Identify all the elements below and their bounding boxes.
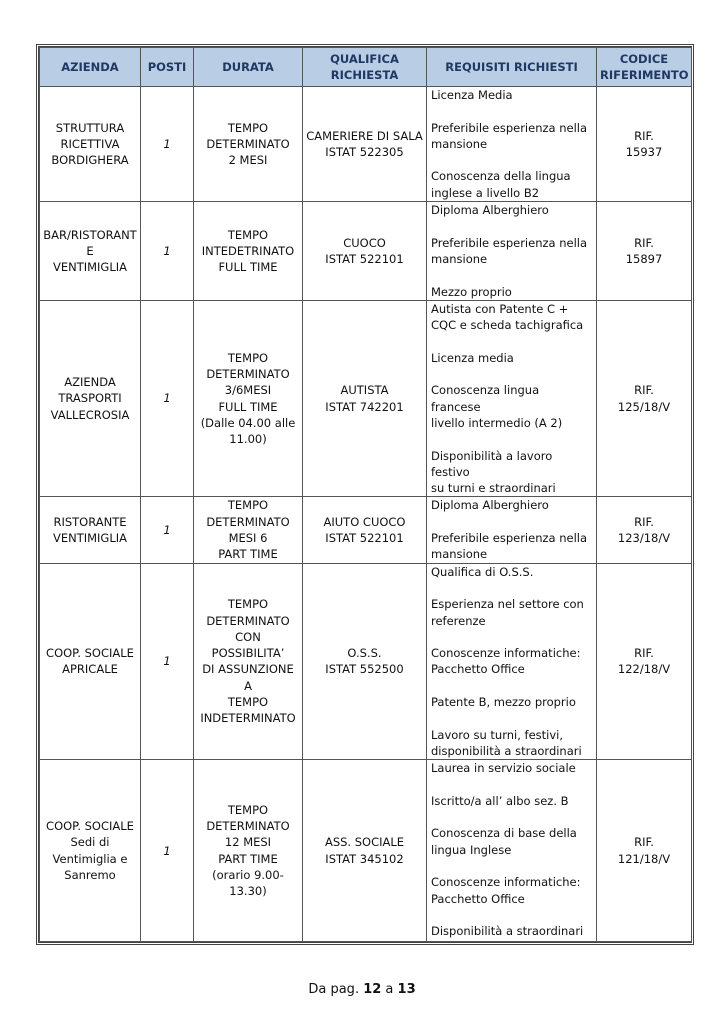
cell-requisiti-line: inglese a livello B2 xyxy=(431,185,540,200)
cell-qualifica xyxy=(303,563,427,760)
cell-requisiti-line: Lavoro su turni, festivi, xyxy=(431,727,563,742)
job-offers-table-frame xyxy=(36,44,694,945)
table-row xyxy=(40,563,692,760)
table-row xyxy=(40,760,692,942)
cell-requisiti-line: Diploma Alberghiero xyxy=(431,498,549,513)
cell-requisiti-line: Laurea in servizio sociale xyxy=(431,761,576,776)
cell-requisiti-line xyxy=(431,907,592,923)
cell-durata xyxy=(194,760,303,942)
cell-requisiti-line: Preferibile esperienza nella xyxy=(431,235,588,250)
cell-codice xyxy=(597,760,692,942)
cell-durata-line: DETERMINATO xyxy=(206,367,290,382)
cell-azienda-line: VENTIMIGLIA xyxy=(52,531,128,546)
cell-requisiti-line xyxy=(431,858,592,874)
cell-azienda-line: Sedi di xyxy=(70,835,110,850)
cell-qualifica-line: AIUTO CUOCO xyxy=(323,514,406,529)
cell-requisiti-line: Preferibile esperienza nella xyxy=(431,531,588,546)
cell-durata-line: TEMPO xyxy=(227,350,269,365)
cell-durata xyxy=(194,497,303,563)
cell-durata-line: DETERMINATO xyxy=(206,514,290,529)
cell-requisiti-line xyxy=(431,218,592,234)
cell-azienda-line: STRUTTURA xyxy=(55,120,125,135)
cell-posti: 1 xyxy=(141,760,194,942)
cell-requisiti-line: Diploma Alberghiero xyxy=(431,203,549,218)
cell-durata-line: TEMPO xyxy=(227,802,269,817)
cell-durata-line: MESI 6 xyxy=(228,531,268,546)
cell-durata-line: DETERMINATO xyxy=(206,819,290,834)
header-qualifica: QUALIFICA RICHIESTA xyxy=(303,48,427,87)
cell-durata-line: 2 MESI xyxy=(228,153,268,168)
cell-requisiti-line: su turni e straordinari xyxy=(431,481,556,496)
table-row xyxy=(40,87,692,202)
cell-azienda-line: RICETTIVA xyxy=(60,136,120,151)
cell-codice-line: RIF. xyxy=(634,835,654,850)
cell-durata-line: DI ASSUNZIONE A xyxy=(202,662,294,693)
cell-requisiti-line: Disponibilità a lavoro festivo xyxy=(431,448,553,479)
cell-durata-line: TEMPO xyxy=(227,694,269,709)
cell-requisiti-line xyxy=(431,580,592,596)
cell-posti: 1 xyxy=(141,202,194,301)
cell-requisiti-line: Preferibile esperienza nella xyxy=(431,120,588,135)
cell-azienda-line: VALLECROSIA xyxy=(50,407,130,422)
cell-durata-line: DETERMINATO xyxy=(206,613,290,628)
cell-requisiti-line xyxy=(431,431,592,447)
cell-codice-line: 125/18/V xyxy=(617,399,671,414)
cell-requisiti xyxy=(427,563,597,760)
cell-qualifica xyxy=(303,87,427,202)
cell-requisiti-line: Conoscenza lingua francese xyxy=(431,383,540,414)
cell-requisiti-line: Pacchetto Office xyxy=(431,891,525,906)
cell-qualifica xyxy=(303,497,427,563)
footer-total: 13 xyxy=(397,982,416,997)
cell-codice xyxy=(597,497,692,563)
cell-requisiti-line: mansione xyxy=(431,547,488,562)
cell-requisiti xyxy=(427,497,597,563)
cell-posti: 1 xyxy=(141,497,194,563)
header-posti: POSTI xyxy=(141,48,194,87)
cell-durata-line: TEMPO xyxy=(227,120,269,135)
cell-qualifica-line: ISTAT 522305 xyxy=(325,145,404,160)
cell-azienda-line: TRASPORTI xyxy=(58,391,122,406)
cell-azienda xyxy=(40,497,141,563)
footer-page: 12 xyxy=(363,982,382,997)
cell-requisiti-line xyxy=(431,103,592,119)
cell-requisiti-line: livello intermedio (A 2) xyxy=(431,415,563,430)
cell-requisiti-line: Conoscenze informatiche: xyxy=(431,646,581,661)
cell-durata xyxy=(194,87,303,202)
cell-azienda-line: APRICALE xyxy=(62,662,118,677)
cell-requisiti-line: disponibilità a straordinari xyxy=(431,743,582,758)
cell-requisiti-line xyxy=(431,514,592,530)
cell-azienda xyxy=(40,760,141,942)
cell-requisiti-line xyxy=(431,629,592,645)
cell-durata-line: TEMPO xyxy=(227,498,269,513)
cell-requisiti-line xyxy=(431,152,592,168)
cell-azienda-line: COOP. SOCIALE xyxy=(46,646,134,661)
cell-qualifica-line: ASS. SOCIALE xyxy=(324,835,405,850)
header-durata: DURATA xyxy=(194,48,303,87)
cell-azienda-line: BAR/RISTORANT xyxy=(43,227,137,242)
cell-requisiti-line: Disponibilità a straordinari xyxy=(431,924,584,939)
cell-qualifica-line: ISTAT 522101 xyxy=(325,251,404,266)
cell-durata-line: INTEDETRINATO xyxy=(201,243,295,258)
table-row xyxy=(40,497,692,563)
cell-requisiti-line: Conoscenza della lingua xyxy=(431,169,571,184)
cell-requisiti-line: mansione xyxy=(431,251,488,266)
cell-durata-line: DETERMINATO xyxy=(206,136,290,151)
cell-durata-line: FULL TIME xyxy=(218,260,278,275)
cell-azienda xyxy=(40,300,141,497)
cell-azienda xyxy=(40,87,141,202)
cell-qualifica-line: CAMERIERE DI SALA xyxy=(306,128,423,143)
cell-codice-line: 122/18/V xyxy=(617,662,671,677)
cell-qualifica xyxy=(303,760,427,942)
cell-requisiti xyxy=(427,760,597,942)
cell-codice-line: RIF. xyxy=(634,646,654,661)
cell-codice-line: RIF. xyxy=(634,514,654,529)
cell-requisiti xyxy=(427,202,597,301)
cell-qualifica xyxy=(303,202,427,301)
cell-durata-line: (orario 9.00- xyxy=(212,867,284,882)
cell-durata-line: TEMPO xyxy=(227,227,269,242)
cell-requisiti-line: mansione xyxy=(431,136,488,151)
cell-durata-line: 11.00) xyxy=(229,432,267,447)
cell-azienda-line: AZIENDA xyxy=(64,375,116,390)
header-row xyxy=(40,48,692,87)
cell-requisiti-line: Pacchetto Office xyxy=(431,662,525,677)
cell-requisiti-line: Iscritto/a all’ albo sez. B xyxy=(431,793,569,808)
cell-requisiti-line xyxy=(431,366,592,382)
cell-azienda xyxy=(40,563,141,760)
cell-requisiti xyxy=(427,300,597,497)
cell-posti: 1 xyxy=(141,87,194,202)
cell-codice-line: RIF. xyxy=(634,128,654,143)
cell-requisiti xyxy=(427,87,597,202)
cell-requisiti-line xyxy=(431,333,592,349)
cell-requisiti-line: Esperienza nel settore con xyxy=(431,597,584,612)
cell-durata xyxy=(194,300,303,497)
cell-azienda-line: Sanremo xyxy=(64,867,116,882)
cell-requisiti-line xyxy=(431,809,592,825)
cell-requisiti-line: Mezzo proprio xyxy=(431,284,512,299)
cell-durata-line: PART TIME xyxy=(218,547,278,562)
cell-durata-line: 12 MESI xyxy=(224,835,272,850)
cell-requisiti-line xyxy=(431,776,592,792)
cell-durata-line: CON POSSIBILITA’ xyxy=(211,629,285,661)
cell-qualifica xyxy=(303,300,427,497)
job-offers-table xyxy=(39,47,692,942)
cell-azienda-line: Ventimiglia e xyxy=(52,851,128,866)
cell-requisiti-line: Qualifica di O.S.S. xyxy=(431,564,534,579)
cell-posti: 1 xyxy=(141,300,194,497)
cell-codice-line: RIF. xyxy=(634,383,654,398)
cell-codice xyxy=(597,202,692,301)
cell-codice-line: 15937 xyxy=(625,145,663,160)
cell-posti: 1 xyxy=(141,563,194,760)
cell-azienda-line: RISTORANTE xyxy=(53,514,127,529)
cell-azienda-line: COOP. SOCIALE xyxy=(46,819,134,834)
cell-requisiti-line: Conoscenza di base della xyxy=(431,826,577,841)
header-requisiti: REQUISITI RICHIESTI xyxy=(427,48,597,87)
footer-sep: a xyxy=(381,982,398,997)
cell-codice xyxy=(597,563,692,760)
cell-durata-line: 13.30) xyxy=(229,884,267,899)
cell-requisiti-line: Licenza Media xyxy=(431,88,513,102)
header-azienda: AZIENDA xyxy=(40,48,141,87)
cell-qualifica-line: O.S.S. xyxy=(347,646,382,661)
cell-durata-line: FULL TIME xyxy=(218,399,278,414)
cell-requisiti-line: lingua Inglese xyxy=(431,842,512,857)
header-codice: CODICE RIFERIMENTO xyxy=(597,48,692,87)
cell-durata-line: PART TIME xyxy=(218,851,278,866)
cell-requisiti-line: Conoscenze informatiche: xyxy=(431,875,581,890)
cell-qualifica-line: ISTAT 522101 xyxy=(325,531,404,546)
cell-azienda xyxy=(40,202,141,301)
cell-durata-line: (Dalle 04.00 alle xyxy=(200,415,296,430)
cell-requisiti-line xyxy=(431,678,592,694)
cell-codice xyxy=(597,87,692,202)
cell-durata xyxy=(194,202,303,301)
cell-codice-line: 121/18/V xyxy=(617,851,671,866)
cell-durata-line: TEMPO xyxy=(227,597,269,612)
cell-requisiti-line: Licenza media xyxy=(431,350,514,365)
cell-qualifica-line: CUOCO xyxy=(343,235,386,250)
cell-durata-line: 3/6MESI xyxy=(224,383,272,398)
cell-azienda-line: E xyxy=(86,243,94,258)
cell-codice xyxy=(597,300,692,497)
page-footer xyxy=(0,982,724,997)
cell-durata-line: INDETERMINATO xyxy=(200,711,296,726)
cell-requisiti-line: Autista con Patente C + xyxy=(431,301,569,316)
cell-durata xyxy=(194,563,303,760)
cell-requisiti-line: referenze xyxy=(431,613,486,628)
cell-qualifica-line: ISTAT 345102 xyxy=(325,851,404,866)
cell-qualifica-line: ISTAT 552500 xyxy=(325,662,404,677)
cell-codice-line: RIF. xyxy=(634,235,654,250)
table-row xyxy=(40,202,692,301)
footer-prefix: Da pag. xyxy=(308,982,364,997)
table-row xyxy=(40,300,692,497)
cell-codice-line: 123/18/V xyxy=(617,531,671,546)
cell-requisiti-line: CQC e scheda tachigrafica xyxy=(431,318,584,333)
cell-requisiti-line: Patente B, mezzo proprio xyxy=(431,694,576,709)
cell-codice-line: 15897 xyxy=(625,251,663,266)
cell-requisiti-line xyxy=(431,710,592,726)
cell-requisiti-line xyxy=(431,267,592,283)
cell-qualifica-line: AUTISTA xyxy=(340,383,389,398)
cell-azienda-line: VENTIMIGLIA xyxy=(52,260,128,275)
cell-azienda-line: BORDIGHERA xyxy=(51,153,129,168)
cell-qualifica-line: ISTAT 742201 xyxy=(325,399,404,414)
